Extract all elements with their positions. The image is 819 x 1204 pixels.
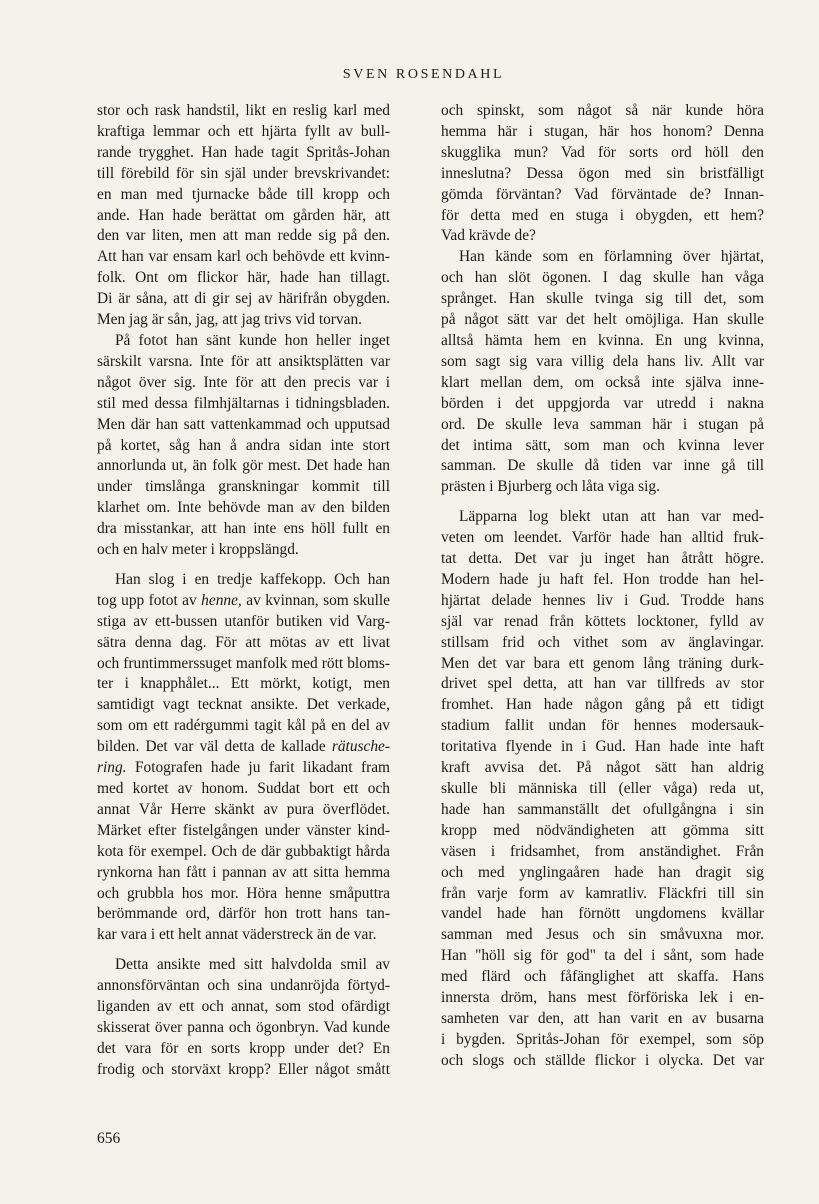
text-line: klarhet om. Inte behövde man av den bilden	[97, 499, 390, 517]
text-line: Märket efter fistelgången under vänster kind-	[97, 821, 390, 839]
text-line: skisserat över panna och ögonbryn. Vad kunde	[97, 1018, 390, 1036]
text-line: Men det var bara ett genom lång träning durk-	[441, 654, 764, 672]
left-column	[97, 101, 390, 1081]
text-line: på kortet, såg han å andra sidan inte stort	[97, 436, 390, 454]
text-line: skulle bli människa till (eller våga) reda ut,	[441, 780, 764, 797]
text-line: ter i knapphålet... Ett mörkt, kotigt, men	[97, 675, 390, 693]
text-line: Han kände som en förlamning över hjärtat,	[459, 248, 764, 266]
text-line: med kortet av honom. Suddat bort ett och	[97, 780, 390, 797]
text-line: stiga av ett-bussen utanför butiken vid Varg-	[97, 612, 390, 630]
text-line: gömda förväntan? Vad förväntade de? Innan-	[441, 185, 764, 203]
text-line: på något sätt var det helt omöjliga. Han skulle	[441, 311, 764, 329]
text-line: ande. Han hade berättat om gården här, att	[97, 206, 390, 224]
text-line: inneslutna? Dessa ögon med sin bristfälligt	[441, 164, 764, 182]
italic-text: henne,	[201, 591, 242, 609]
text-line: folk. Ont om flickor här, hade han tillagt.	[97, 269, 390, 287]
text-line: Han slog i en tredje kaffekopp. Och han	[115, 570, 390, 588]
text-line: under timslånga granskningar kommit till	[97, 478, 390, 496]
text-line: med flärd och fåfänglighet att skaffa. Hans	[441, 968, 764, 986]
text-fragment: tog upp fotot av	[97, 591, 202, 609]
text-line: rynkorna han fått i pannan av att sitta hemma	[97, 863, 390, 881]
text-line: dra misstankar, att han inte ens höll fullt en	[97, 520, 390, 538]
text-line: och grubbla hos mor. Höra henne småputtra	[97, 884, 390, 902]
text-line: stor och rask handstil, likt en reslig karl med	[97, 102, 390, 119]
text-line: Detta ansikte med sitt halvdolda smil av	[115, 956, 390, 974]
text-line: sätra denna dag. För att mötas av ett livat	[97, 633, 390, 651]
text-line: särskilt varsna. Inte för att ansiktsplätten var	[97, 352, 390, 370]
text-line: innersta dröm, hans mest förföriska lek i en-	[441, 989, 764, 1007]
text-line: Men där han satt vattenkammad och upputsad	[97, 415, 390, 433]
text-line: Di är såna, att di gir sej av härifrån obygden.	[97, 290, 390, 308]
text-line: annat Vår Herre skänkt av pura överflödet.	[97, 800, 390, 818]
text-line: något över sig. Inte för att den precis var i	[97, 373, 390, 391]
text-line: vandel hade han förnött ungdomens kvällar	[441, 905, 764, 923]
text-line: stillsam frid och vithet som av änglavingar.	[441, 633, 764, 651]
text-line: och fruntimmerssuget manfolk med rött bloms-	[97, 654, 390, 672]
text-line: veten om leendet. Varför hade han alltid fruk-	[441, 529, 764, 547]
text-line: På fotot han sänt kunde hon heller inget	[115, 331, 390, 349]
text-line: och han slöt ögonen. I dag skulle han våga	[441, 269, 764, 287]
text-line: klart mellan dem, om också inte själva inne-	[441, 373, 764, 391]
text-line: Läpparna log blekt utan att han var med-	[459, 508, 764, 526]
text-line: skugglika mun? Vad för sorts ord höll den	[441, 143, 764, 161]
text-line: annonsförväntan och sina undanröjda förtyd-	[97, 977, 390, 995]
text-fragment: Fotografen hade ju farit likadant fram	[126, 759, 390, 777]
text-line: själ var renad från köttets locktoner, fylld av	[441, 612, 764, 630]
text-line: den var liten, men att man redde sig på den.	[97, 227, 390, 245]
text-line: Han "höll sig för god" ta del i sånt, som hade	[441, 947, 764, 965]
text-line: stadium fallit undan för hennes modersauk-	[441, 717, 764, 735]
text-line: alltså hämta hem en kvinna. En ung kvinna,	[441, 331, 764, 349]
text-line: kar vara i ett helt annat väderstreck än de var.	[97, 926, 377, 944]
text-line: och en halv meter i kroppslängd.	[97, 541, 299, 559]
text-line: hade han sammanställt det ofullgångna i sin	[441, 800, 764, 818]
text-line: språnget. Han skulle tvinga sig till det, som	[441, 290, 764, 308]
text-line: Att han var ensam karl och behövde ett kvinn-	[97, 248, 390, 266]
text-fragment: av kvinnan, som skulle	[241, 591, 390, 609]
text-line: för detta med en stuga i obygden, ett hem?	[441, 206, 764, 224]
text-line: en man med tjurnacke både till kropp och	[97, 185, 390, 203]
text-line: kropp med nödvändigheten att gömma sitt	[441, 821, 764, 839]
text-line: samtidigt vagt tecknat ansikte. Det verkade,	[97, 696, 390, 714]
text-line: tat detta. Det var ju inget han åtrått högre.	[441, 550, 764, 568]
text-line: börden i det uppgjorda var utredd i nakna	[441, 394, 764, 412]
text-line: och med ynglingaåren hade han dragit sig	[441, 863, 764, 881]
text-line: kota för exempel. Och de där gubbaktigt hårda	[97, 842, 390, 860]
text-line: stil med dessa filmhjältarnas i tidningsbladen.	[97, 394, 390, 412]
text-line: berömmande ord, därför hon trott hans tan-	[97, 905, 390, 923]
text-line: fromhet. Han hade någon gång på ett tidigt	[441, 696, 764, 714]
text-line: hemma här i stugan, här hos honom? Denna	[441, 122, 764, 140]
text-line: samheten var den, att han varit en av busarna	[441, 1009, 764, 1027]
text-line: Men jag är sån, jag, att jag trivs vid torvan.	[97, 311, 362, 329]
text-line: toritativa flyende in i Gud. Han hade inte haft	[441, 738, 764, 756]
text-line: och spinskt, som något så när kunde höra	[441, 102, 764, 119]
text-line: samman med Jesus och sin småvuxna mor.	[441, 926, 764, 944]
text-line: kraftiga lemmar och ett hjärta fyllt av bull-	[97, 122, 390, 140]
text-line: väsen i fridsamhet, from anständighet. Från	[441, 842, 764, 860]
text-line: från varje form av kamratliv. Fläckfri till sin	[441, 884, 764, 902]
running-head: SVEN ROSENDAHL	[342, 67, 505, 82]
text-line: som om ett radérgummi tagit kål på en del av	[97, 717, 390, 735]
text-fragment: bilden. Det var väl detta de kallade	[97, 738, 332, 756]
text-line: drivet spel detta, att han var tillfreds av stor	[441, 675, 764, 693]
text-line	[97, 758, 390, 779]
page-number: 656	[97, 1130, 121, 1147]
text-line: rande trygghet. Han hade tagit Spritås-Johan	[97, 143, 390, 161]
text-line: det vara för en sorts kropp under det? En	[97, 1039, 390, 1057]
text-line: det intima sätt, som man och kvinna lever	[441, 436, 764, 454]
text-line: som sagt sig vara villig dela hans liv. Allt var	[441, 352, 764, 370]
text-line: och slogs och ställde flickor i olycka. Det var	[441, 1051, 764, 1069]
text-line: till förebild för sin själ under brevskrivandet:	[97, 164, 390, 182]
text-line: prästen i Bjurberg och låta viga sig.	[441, 478, 660, 496]
text-line: kraft avvisa det. På något sätt han aldrig	[441, 759, 764, 777]
text-line: frodig och storväxt kropp? Eller något smått	[97, 1060, 390, 1078]
text-line: hjärtat delade hennes liv i Gud. Trodde hans	[441, 591, 764, 609]
italic-text: rätusche-	[331, 738, 390, 756]
text-line: i bygden. Spritås-Johan för exempel, som söp	[441, 1030, 764, 1048]
text-line: Vad krävde de?	[441, 227, 536, 245]
text-line	[97, 737, 390, 758]
text-line: ord. De skulle leva samman här i stugan på	[441, 415, 764, 433]
text-line: Modern hade ju haft fel. Hon trodde han hel-	[441, 570, 764, 588]
text-line: samman. De skulle då tiden var inne gå till	[441, 457, 764, 475]
text-line: liganden av ett och annat, som stod ofärdigt	[97, 998, 390, 1016]
italic-text: ring.	[97, 759, 127, 777]
right-column	[441, 101, 764, 1072]
text-line: annorlunda ut, än folk gör mest. Det hade han	[97, 457, 390, 475]
text-line	[97, 591, 390, 612]
